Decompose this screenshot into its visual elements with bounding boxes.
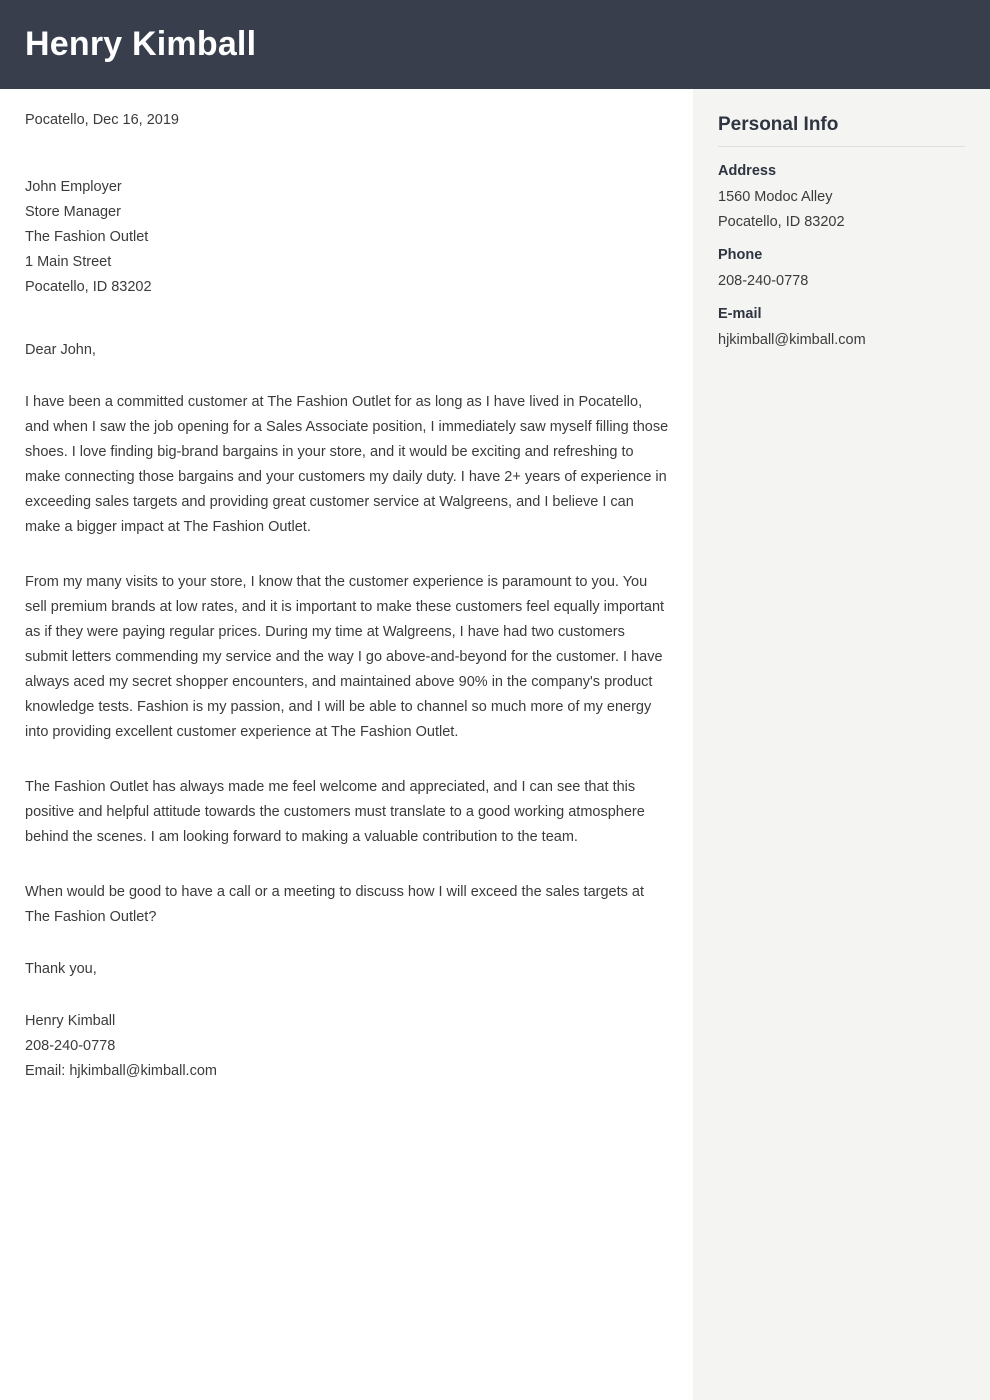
info-value: hjkimball@kimball.com (718, 332, 866, 348)
info-group-email (718, 306, 965, 351)
signature-block (25, 1009, 670, 1084)
info-group-phone (718, 247, 965, 292)
info-label: Phone (718, 247, 763, 263)
recipient-line: Store Manager (25, 204, 121, 220)
recipient-address-block (25, 175, 670, 300)
sidebar-title: Personal Info (718, 113, 965, 147)
closing-line: Thank you, (25, 961, 97, 977)
letter-paragraph: From my many visits to your store, I know that the customer experience is paramount to you. You sell premium brands at low rates, and it is important to make these customers feel equally important as if they were paying regular prices. During my time at Walgreens, I have had two customers submit letters commending my service and the way I go above-and-beyond for the customer. I have always aced my secret shopper encounters, and maintained above 90% in the company's product knowledge tests. Fashion is my passion, and I will be able to channel so much more of my energy into providing excellent customer experience at The Fashion Outlet. (25, 574, 665, 740)
recipient-line: The Fashion Outlet (25, 229, 149, 245)
recipient-line: John Employer (25, 179, 122, 195)
info-value: 1560 Modoc Alley (718, 189, 833, 205)
signature-phone: 208-240-0778 (25, 1038, 116, 1054)
page-title: Henry Kimball (25, 25, 257, 63)
signature-name: Henry Kimball (25, 1013, 116, 1029)
letter-paragraphs (25, 390, 670, 930)
info-label: Address (718, 163, 777, 179)
signature-email: Email: hjkimball@kimball.com (25, 1063, 217, 1079)
letter-paragraph: The Fashion Outlet has always made me feel welcome and appreciated, and I can see that this positive and helpful attitude towards the customers must translate to a good working atmosphere behind the scenes. I am looking forward to making a valuable contribution to the team. (25, 779, 645, 845)
info-group-address (718, 163, 965, 233)
recipient-line: 1 Main Street (25, 254, 112, 270)
recipient-line: Pocatello, ID 83202 (25, 279, 152, 295)
info-value: Pocatello, ID 83202 (718, 214, 845, 230)
date-line: Pocatello, Dec 16, 2019 (25, 112, 179, 128)
personal-info-sidebar (693, 89, 990, 1400)
info-label: E-mail (718, 306, 762, 322)
letter-paragraph: When would be good to have a call or a meeting to discuss how I will exceed the sales targets at The Fashion Outlet? (25, 884, 645, 925)
letter-paragraph: I have been a committed customer at The Fashion Outlet for as long as I have lived in Pocatello, and when I saw the job opening for a Sales Associate position, I immediately saw myself filling those shoes. I love finding big-brand bargains in your store, and it would be exciting and refreshing to make connecting those bargains and your customers my daily duty. I have 2+ years of experience in exceeding sales targets and providing great customer service at Walgreens, and I believe I can make a bigger impact at The Fashion Outlet. (25, 394, 669, 535)
letter-body (25, 89, 670, 1084)
header-banner (0, 0, 990, 89)
salutation: Dear John, (25, 342, 96, 358)
info-value: 208-240-0778 (718, 273, 809, 289)
